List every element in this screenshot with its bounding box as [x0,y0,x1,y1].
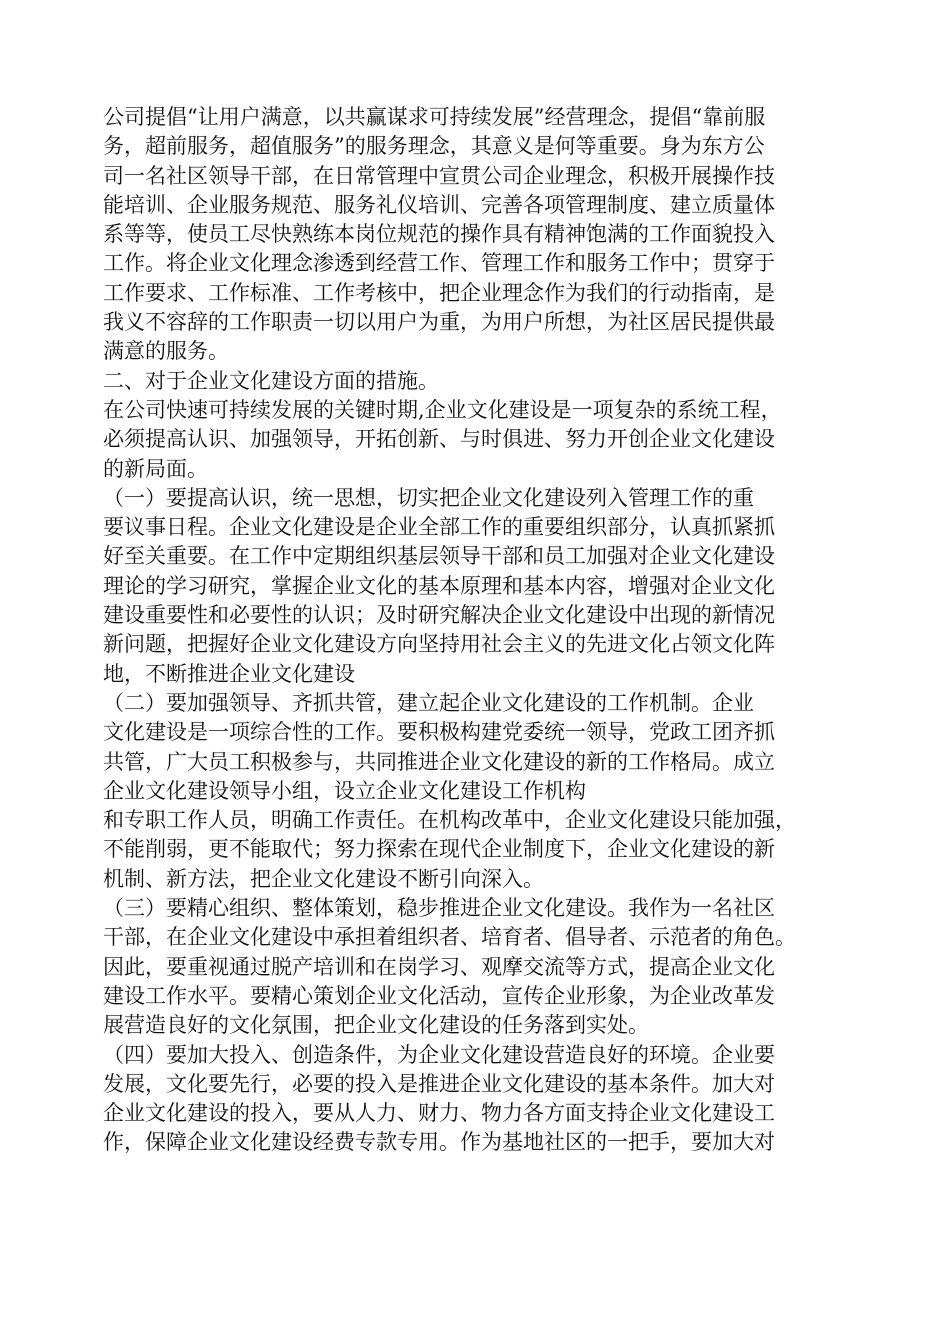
text-line: 和专职工作人员，明确工作责任。在机构改革中，企业文化建设只能加强， [103,808,796,833]
text-line: 共管，广大员工积极参与，共同推进企业文化建设的新的工作格局。成立 [103,749,775,774]
text-line: 工作。将企业文化理念渗透到经营工作、管理工作和服务工作中；贯穿于 [103,251,775,276]
text-line: 发展，文化要先行，必要的投入是推进企业文化建设的基本条件。加大对 [103,1071,775,1096]
text-line: 建设重要性和必要性的认识；及时研究解决企业文化建设中出现的新情况 [103,603,775,628]
text-line: 系等等，使员工尽快熟练本岗位规范的操作具有精神饱满的工作面貌投入 [103,222,775,247]
text-line: 必须提高认识、加强领导，开拓创新、与时俱进、努力开创企业文化建设 [103,427,775,452]
text-line: 文化建设是一项综合性的工作。要积极构建党委统一领导，党政工团齐抓 [103,720,775,745]
text-line: 司一名社区领导干部，在日常管理中宣贯公司企业理念，积极开展操作技 [103,163,775,188]
text-line: 工作要求、工作标准、工作考核中，把企业理念作为我们的行动指南，是 [103,280,775,305]
text-line: 务，超前服务，超值服务”的服务理念，其意义是何等重要。身为东方公 [103,134,765,159]
text-line: 因此，要重视通过脱产培训和在岗学习、观摩交流等方式，提高企业文化 [103,954,775,979]
text-line: 能培训、企业服务规范、服务礼仪培训、完善各项管理制度、建立质量体 [103,192,775,217]
text-line: 不能削弱，更不能取代；努力探索在现代企业制度下，企业文化建设的新 [103,837,775,862]
text-line: 机制、新方法，把企业文化建设不断引向深入。 [103,866,544,891]
text-line: 干部，在企业文化建设中承担着组织者、培育者、倡导者、示范者的角色。 [103,925,796,950]
section-heading: 二、对于企业文化建设方面的措施。 [103,368,439,393]
text-line: 要议事日程。企业文化建设是企业全部工作的重要组织部分，认真抓紧抓 [103,515,775,540]
text-line: （一）要提高认识，统一思想，切实把企业文化建设列入管理工作的重 [103,485,754,510]
text-line: 理论的学习研究，掌握企业文化的基本原理和基本内容，增强对企业文化 [103,573,775,598]
text-line: 的新局面。 [103,456,208,481]
text-line: 满意的服务。 [103,339,229,364]
text-line: 在公司快速可持续发展的关键时期,企业文化建设是一项复杂的系统工程， [103,397,782,422]
document-page [103,103,863,1158]
text-line: 建设工作水平。要精心策划企业文化活动，宣传企业形象，为企业改革发 [103,983,775,1008]
text-line: 我义不容辞的工作职责一切以用户为重，为用户所想，为社区居民提供最 [103,310,775,335]
text-line: （四）要加大投入、创造条件，为企业文化建设营造良好的环境。企业要 [103,1042,775,1067]
text-line: 作，保障企业文化建设经费专款专用。作为基地社区的一把手，要加大对 [103,1130,775,1155]
text-line: 新问题，把握好企业文化建设方向坚持用社会主义的先进文化占领文化阵 [103,632,775,657]
text-line: （二）要加强领导、齐抓共管，建立起企业文化建设的工作机制。企业 [103,690,754,715]
text-line: （三）要精心组织、整体策划，稳步推进企业文化建设。我作为一名社区 [103,896,775,921]
text-line: 企业文化建设的投入，要从人力、财力、物力各方面支持企业文化建设工 [103,1101,775,1126]
text-line: 好至关重要。在工作中定期组织基层领导干部和员工加强对企业文化建设 [103,544,775,569]
text-line: 企业文化建设领导小组，设立企业文化建设工作机构 [103,778,586,803]
text-line: 地，不断推进企业文化建设 [103,661,355,686]
text-line: 展营造良好的文化氛围，把企业文化建设的任务落到实处。 [103,1013,649,1038]
text-line: 公司提倡“让用户满意，以共赢谋求可持续发展”经营理念，提倡“靠前服 [103,105,766,129]
